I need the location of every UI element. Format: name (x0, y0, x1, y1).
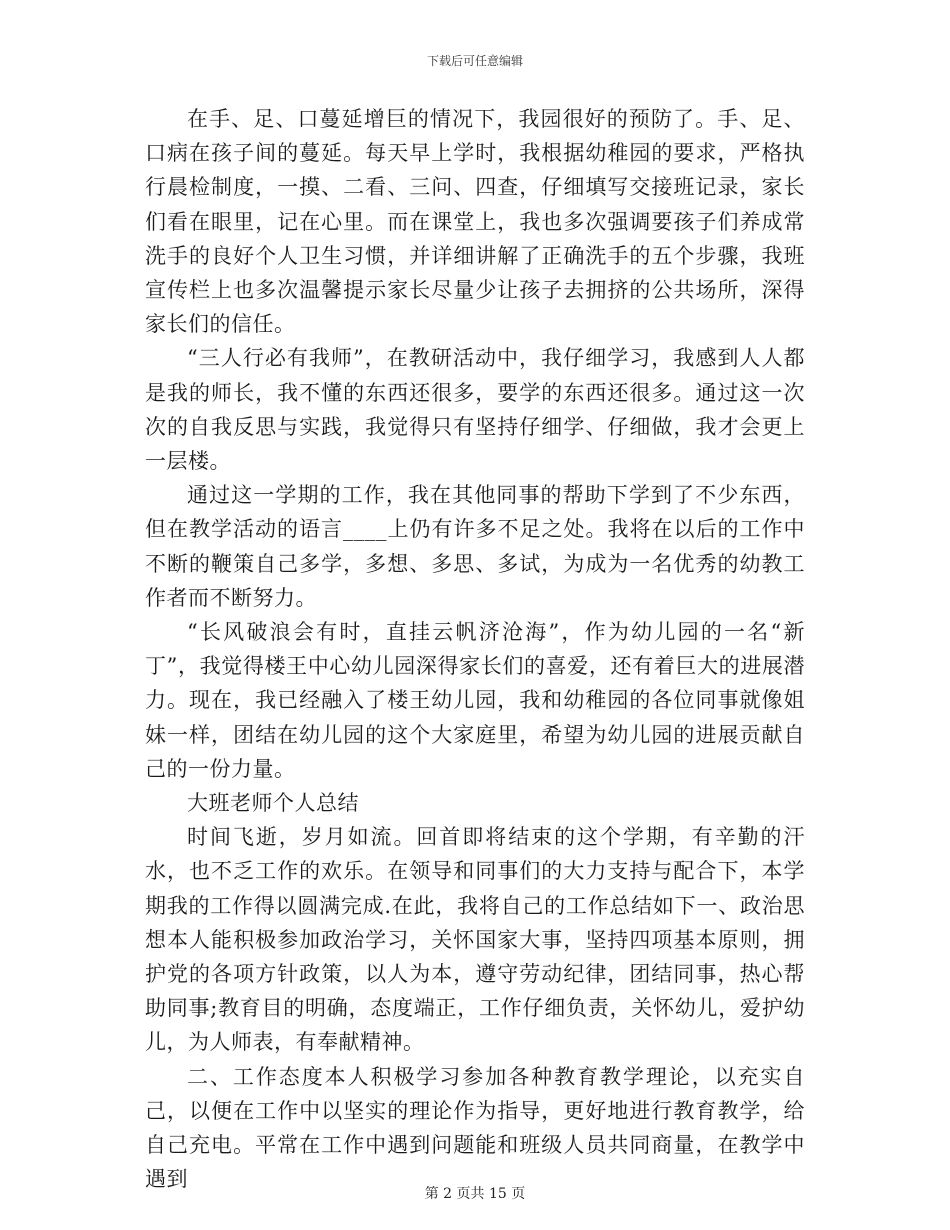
paragraph-work-attitude: 二、工作态度本人积极学习参加各种教育教学理论，以充实自己，以便在工作中以坚实的理论作为指导，更好地进行教育教学，给自己充电。平常在工作中遇到问题能和班级人员共同商量，在教学中遇到 (145, 1064, 805, 1192)
page-header: 下载后可任意编辑 (426, 54, 523, 68)
paragraph-semester-learning: 通过这一学期的工作，我在其他同事的帮助下学到了不少东西，但在教学活动的语言____上仍有许多不足之处。我将在以后的工作中不断的鞭策自己多学，多想、多思、多试，为成为一名优秀的幼教工作者而不断努力。 (145, 483, 805, 610)
paragraph-teaching-research: “三人行必有我师”，在教研活动中，我仔细学习，我感到人人都是我的师长，我不懂的东西还很多，要学的东西还很多。通过这一次次的自我反思与实践，我觉得只有坚持仔细学、仔细做，我才会更上一层楼。 (145, 346, 805, 474)
paragraph-summary-intro: 时间飞逝，岁月如流。回首即将结束的这个学期，有辛勤的汗水，也不乏工作的欢乐。在领导和同事们的大力支持与配合下，本学期我的工作得以圆满完成.在此，我将自己的工作总结如下一、政治思想本人能积极参加政治学习，关怀国家大事，坚持四项基本原则，拥护党的各项方针政策，以人为本，遵守劳动纪律，团结同事，热心帮助同事;教育目的明确，态度端正，工作仔细负责，关怀幼儿，爱护幼儿，为人师表，有奉献精神。 (145, 825, 805, 1055)
document-body (145, 102, 805, 1197)
section-title: 大班老师个人总结 (187, 791, 359, 816)
paragraph-new-member: “长风破浪会有时，直挂云帆济沧海”，作为幼儿园的一名“新丁”，我觉得楼王中心幼儿园深得家长们的喜爱，还有着巨大的进展潜力。现在，我已经融入了楼王幼儿园，我和幼稚园的各位同事就像姐妹一样，团结在幼儿园的这个大家庭里，希望为幼儿园的进展贡献自己的一份力量。 (145, 620, 805, 781)
page-number: 第 2 页共 15 页 (424, 1186, 526, 1202)
paragraph-prevention: 在手、足、口蔓延增巨的情况下，我园很好的预防了。手、足、口病在孩子间的蔓延。每天早上学时，我根据幼稚园的要求，严格执行晨检制度，一摸、二看、三问、四查，仔细填写交接班记录，家长们看在眼里，记在心里。而在课堂上，我也多次强调要孩子们养成常洗手的良好个人卫生习惯，并详细讲解了正确洗手的五个步骤，我班宣传栏上也多次温馨提示家长尽量少让孩子去拥挤的公共场所，深得家长们的信任。 (145, 107, 805, 337)
